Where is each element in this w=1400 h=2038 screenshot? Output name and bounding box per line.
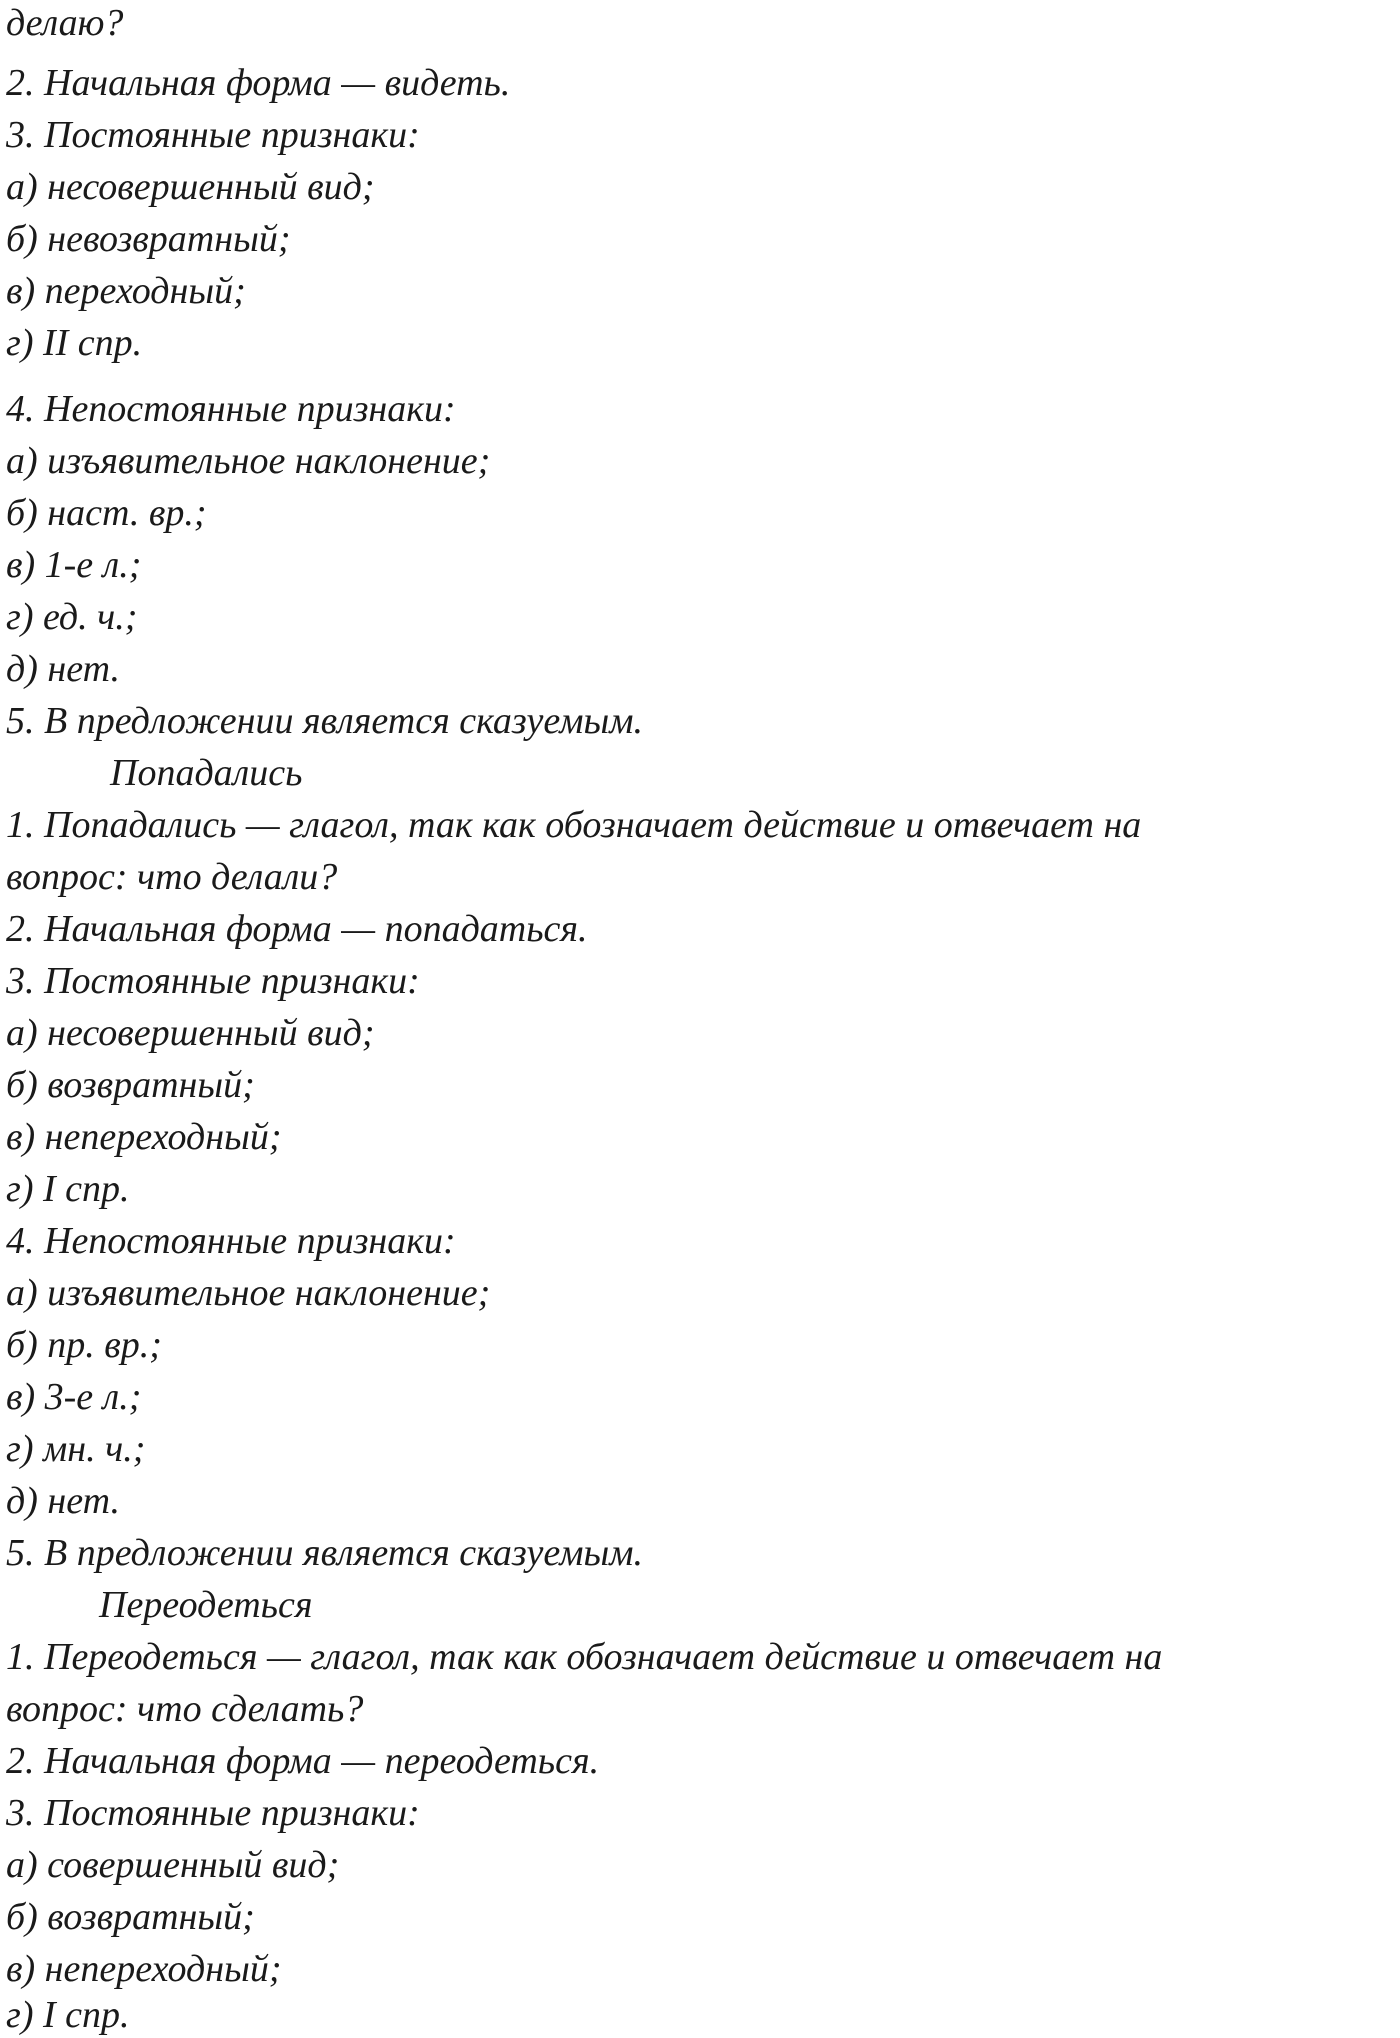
text-line: вопрос: что сделать? [6,1688,364,1730]
text-line: б) возвратный; [6,1896,255,1938]
text-line: 5. В предложении является сказуемым. [6,700,644,742]
text-line: 1. Попадались — глагол, так как обозначает действие и отвечает на [6,804,1142,846]
text-line: 4. Непостоянные признаки: [6,388,456,430]
text-line: г) I спр. [6,1168,130,1210]
text-line: в) 1-е л.; [6,544,142,586]
text-line: г) I спр. [6,1994,130,2036]
text-line: 5. В предложении является сказуемым. [6,1532,644,1574]
text-line: а) изъявительное наклонение; [6,1272,491,1314]
text-line: д) нет. [6,648,120,690]
section-heading-pereodetsya: Переодеться [99,1584,313,1626]
text-line: 3. Постоянные признаки: [6,960,420,1002]
text-line: 3. Постоянные признаки: [6,1792,420,1834]
text-line: г) мн. ч.; [6,1428,146,1470]
text-line: 3. Постоянные признаки: [6,114,420,156]
text-line: в) непереходный; [6,1116,282,1158]
section-heading-popadalis: Попадались [110,752,303,794]
text-line: а) несовершенный вид; [6,1012,375,1054]
text-line: вопрос: что делали? [6,856,338,898]
text-line: г) II спр. [6,322,143,364]
text-line: а) совершенный вид; [6,1844,340,1886]
text-line: а) изъявительное наклонение; [6,440,491,482]
text-line: г) ед. ч.; [6,596,138,638]
text-line: в) переходный; [6,270,246,312]
text-line: а) несовершенный вид; [6,166,375,208]
text-line: в) непереходный; [6,1948,282,1990]
text-line: 2. Начальная форма — переодеться. [6,1740,600,1782]
text-line: 1. Переодеться — глагол, так как обозначает действие и отвечает на [6,1636,1163,1678]
text-line: б) невозвратный; [6,218,291,260]
text-line: 2. Начальная форма — попадаться. [6,908,588,950]
text-line: б) пр. вр.; [6,1324,162,1366]
text-line: делаю? [6,2,124,44]
text-line: 4. Непостоянные признаки: [6,1220,456,1262]
text-line: б) возвратный; [6,1064,255,1106]
text-line: д) нет. [6,1480,120,1522]
text-line: в) 3-е л.; [6,1376,142,1418]
text-line: 2. Начальная форма — видеть. [6,62,511,104]
text-line: б) наст. вр.; [6,492,207,534]
